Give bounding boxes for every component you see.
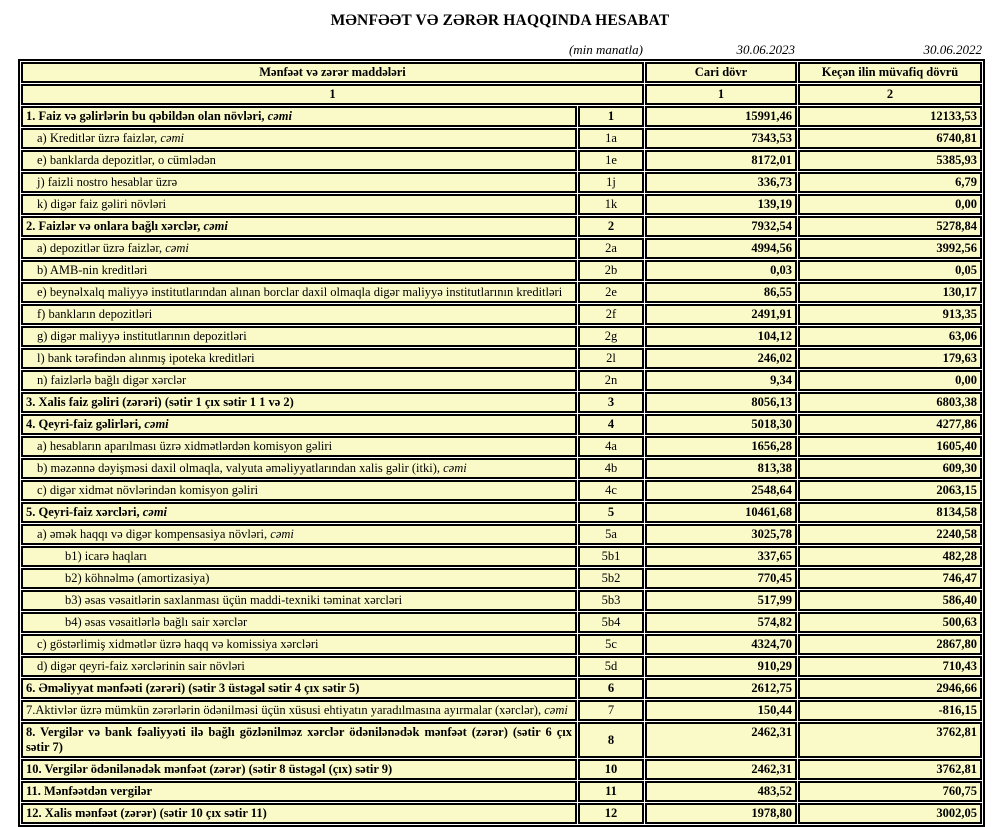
row-label <box>21 392 577 413</box>
row-label-text: 11. Mənfəətdən vergilər <box>26 784 152 798</box>
row-value-current: 15991,46 <box>645 106 797 127</box>
row-value-current: 8172,01 <box>645 150 797 171</box>
row-value-previous: 3762,81 <box>798 759 982 780</box>
table-row <box>21 480 982 501</box>
row-label <box>21 634 577 655</box>
row-label-suffix: cəmi <box>144 417 169 431</box>
table-row <box>21 128 982 149</box>
column-number-current: 1 <box>645 84 797 105</box>
row-code: 12 <box>578 803 644 824</box>
row-value-current: 150,44 <box>645 700 797 721</box>
row-label-suffix: cəmi <box>443 461 467 475</box>
row-label <box>21 370 577 391</box>
table-header-row <box>21 62 982 83</box>
table-row <box>21 524 982 545</box>
row-value-previous: 2867,80 <box>798 634 982 655</box>
table-row <box>21 414 982 435</box>
row-value-current: 517,99 <box>645 590 797 611</box>
row-value-current: 337,65 <box>645 546 797 567</box>
row-label <box>21 781 577 802</box>
table-row <box>21 700 982 721</box>
row-label-text: b) məzənnə dəyişməsi daxil olmaqla, valyuta əməliyyatlarından xalis gəlir (itki), <box>37 461 444 475</box>
table-row <box>21 370 982 391</box>
row-label <box>21 348 577 369</box>
table-row <box>21 546 982 567</box>
row-value-previous: 5278,84 <box>798 216 982 237</box>
row-value-current: 2462,31 <box>645 722 797 758</box>
row-label-text: 4. Qeyri-faiz gəlirləri, <box>26 417 145 431</box>
table-row <box>21 392 982 413</box>
row-label-text: 10. Vergilər ödənilənədək mənfəət (zərər) (sətir 8 üstəgəl (çıx) sətir 9) <box>26 762 393 776</box>
row-label-suffix: cəmi <box>165 241 189 255</box>
table-row <box>21 216 982 237</box>
row-value-current: 246,02 <box>645 348 797 369</box>
row-label-text: f) bankların depozitləri <box>37 307 153 321</box>
row-value-current: 8056,13 <box>645 392 797 413</box>
row-label-text: b3) əsas vəsaitlərin saxlanması üçün maddi-texniki təminat xərcləri <box>65 593 403 607</box>
row-label-suffix: cəmi <box>160 131 184 145</box>
row-label-text: a) depozitlər üzrə faizlər, <box>37 241 166 255</box>
row-value-previous: 500,63 <box>798 612 982 633</box>
row-label <box>21 260 577 281</box>
row-value-previous: 2240,58 <box>798 524 982 545</box>
table-row <box>21 759 982 780</box>
row-value-current: 813,38 <box>645 458 797 479</box>
row-value-current: 0,03 <box>645 260 797 281</box>
row-code: 10 <box>578 759 644 780</box>
row-value-previous: 482,28 <box>798 546 982 567</box>
row-code: 5b3 <box>578 590 644 611</box>
table-row <box>21 238 982 259</box>
row-value-previous: 609,30 <box>798 458 982 479</box>
row-value-current: 4324,70 <box>645 634 797 655</box>
row-label <box>21 612 577 633</box>
table-row <box>21 106 982 127</box>
table-row <box>21 781 982 802</box>
row-label-text: a) Kreditlər üzrə faizlər, <box>37 131 161 145</box>
row-label-text: a) hesabların aparılması üzrə xidmətlərdən komisyon gəliri <box>37 439 333 453</box>
row-code: 5b1 <box>578 546 644 567</box>
report-meta-line <box>18 40 982 59</box>
row-label-suffix: cəmi <box>142 505 168 519</box>
table-row <box>21 304 982 325</box>
row-code: 5b4 <box>578 612 644 633</box>
row-value-current: 483,52 <box>645 781 797 802</box>
row-label-text: b1) icarə haqları <box>65 549 147 563</box>
row-label <box>21 106 577 127</box>
row-label-text: g) digər maliyyə institutlarının depozitləri <box>37 329 247 343</box>
table-row <box>21 502 982 523</box>
row-value-previous: 8134,58 <box>798 502 982 523</box>
row-code: 3 <box>578 392 644 413</box>
row-label-text: k) digər faiz gəliri növləri <box>37 197 167 211</box>
row-value-previous: 0,00 <box>798 194 982 215</box>
row-label <box>21 590 577 611</box>
row-label-text: 5. Qeyri-faiz xərcləri, <box>26 505 143 519</box>
row-label <box>21 678 577 699</box>
row-label-text: 7.Aktivlər üzrə mümkün zərərlərin ödənilməsi üçün xüsusi ehtiyatın yaradılmasına ayırmalar (xərclər), <box>26 703 545 717</box>
row-value-previous: 130,17 <box>798 282 982 303</box>
table-column-number-row <box>21 84 982 105</box>
row-label <box>21 480 577 501</box>
column-number-items: 1 <box>21 84 644 105</box>
row-value-previous: 710,43 <box>798 656 982 677</box>
row-value-current: 86,55 <box>645 282 797 303</box>
pl-table-body <box>21 106 982 824</box>
row-value-previous: 3762,81 <box>798 722 982 758</box>
row-value-previous: -816,15 <box>798 700 982 721</box>
row-label <box>21 568 577 589</box>
header-previous-period: Keçən ilin müvafiq dövrü <box>798 62 982 83</box>
row-code: 1j <box>578 172 644 193</box>
table-row <box>21 568 982 589</box>
row-code: 2l <box>578 348 644 369</box>
row-code: 2e <box>578 282 644 303</box>
row-value-previous: 6803,38 <box>798 392 982 413</box>
row-label <box>21 436 577 457</box>
table-row <box>21 634 982 655</box>
row-label-text: d) digər qeyri-faiz xərclərinin sair növləri <box>37 659 245 673</box>
row-value-previous: 1605,40 <box>798 436 982 457</box>
header-current-period: Cari dövr <box>645 62 797 83</box>
row-value-previous: 3992,56 <box>798 238 982 259</box>
date-previous: 30.06.2022 <box>923 42 982 57</box>
row-value-previous: 6,79 <box>798 172 982 193</box>
row-value-current: 2491,91 <box>645 304 797 325</box>
row-label <box>21 414 577 435</box>
row-label-suffix: cəmi <box>203 219 228 233</box>
row-value-current: 104,12 <box>645 326 797 347</box>
row-label <box>21 128 577 149</box>
row-label-text: e) beynəlxalq maliyyə institutlarından alınan borclar daxil olmaqla digər maliyyə institutlarının kreditləri <box>37 285 563 299</box>
row-label-suffix: cəmi <box>544 703 568 717</box>
table-row <box>21 722 982 758</box>
row-label-text: c) digər xidmət növlərindən komisyon gəliri <box>37 483 259 497</box>
table-row <box>21 458 982 479</box>
table-row <box>21 678 982 699</box>
row-label-text: c) göstərlimiş xidmətlər üzrə haqq və komissiya xərcləri <box>37 637 319 651</box>
row-label-text: j) faizli nostro hesablar üzrə <box>37 175 178 189</box>
row-label <box>21 722 577 758</box>
column-number-previous: 2 <box>798 84 982 105</box>
row-code: 1k <box>578 194 644 215</box>
row-code: 2n <box>578 370 644 391</box>
row-value-current: 139,19 <box>645 194 797 215</box>
row-value-current: 1978,80 <box>645 803 797 824</box>
row-label-text: 1. Faiz və gəlirlərin bu qəbildən olan növləri, <box>26 109 268 123</box>
row-value-previous: 746,47 <box>798 568 982 589</box>
row-value-current: 574,82 <box>645 612 797 633</box>
row-label <box>21 546 577 567</box>
table-row <box>21 150 982 171</box>
row-code: 1a <box>578 128 644 149</box>
row-value-previous: 913,35 <box>798 304 982 325</box>
table-row <box>21 590 982 611</box>
row-code: 5 <box>578 502 644 523</box>
row-label <box>21 524 577 545</box>
row-value-previous: 5385,93 <box>798 150 982 171</box>
row-label <box>21 150 577 171</box>
table-row <box>21 612 982 633</box>
row-label-text: 2. Faizlər və onlara bağlı xərclər, <box>26 219 204 233</box>
row-label <box>21 700 577 721</box>
row-value-current: 7932,54 <box>645 216 797 237</box>
row-code: 8 <box>578 722 644 758</box>
row-code: 5d <box>578 656 644 677</box>
header-items-label: Mənfəət və zərər maddələri <box>21 62 644 83</box>
row-value-previous: 0,00 <box>798 370 982 391</box>
row-value-previous: 12133,53 <box>798 106 982 127</box>
date-current: 30.06.2023 <box>736 42 795 57</box>
row-code: 7 <box>578 700 644 721</box>
row-code: 2a <box>578 238 644 259</box>
profit-loss-table <box>18 59 985 827</box>
row-label <box>21 656 577 677</box>
row-value-current: 7343,53 <box>645 128 797 149</box>
row-value-previous: 4277,86 <box>798 414 982 435</box>
row-value-previous: 760,75 <box>798 781 982 802</box>
row-code: 1e <box>578 150 644 171</box>
row-label-text: 12. Xalis mənfəət (zərər) (sətir 10 çıx sətir 11) <box>26 806 267 820</box>
unit-label: (min manatla) <box>568 42 643 57</box>
row-label-text: 8. Vergilər və bank fəaliyyəti ilə bağlı gözlənilməz xərclər ödənilənədək mənfəət (zərər) (sətir 6 çıx sətir 7) <box>26 725 572 754</box>
row-label <box>21 803 577 824</box>
row-code: 4 <box>578 414 644 435</box>
report-document <box>18 10 982 827</box>
row-code: 1 <box>578 106 644 127</box>
row-value-current: 910,29 <box>645 656 797 677</box>
row-value-previous: 2946,66 <box>798 678 982 699</box>
table-row <box>21 348 982 369</box>
row-label-text: 3. Xalis faiz gəliri (zərəri) (sətir 1 çıx sətir 1 1 və 2) <box>26 395 294 409</box>
row-value-current: 336,73 <box>645 172 797 193</box>
row-value-current: 9,34 <box>645 370 797 391</box>
row-code: 5c <box>578 634 644 655</box>
row-label <box>21 458 577 479</box>
row-code: 2 <box>578 216 644 237</box>
row-label-text: a) əmək haqqı və digər kompensasiya növləri, <box>37 527 271 541</box>
table-row <box>21 656 982 677</box>
row-value-current: 2612,75 <box>645 678 797 699</box>
row-label <box>21 282 577 303</box>
row-label-text: b2) köhnəlmə (amortizasiya) <box>65 571 210 585</box>
row-value-current: 5018,30 <box>645 414 797 435</box>
row-value-previous: 6740,81 <box>798 128 982 149</box>
table-row <box>21 326 982 347</box>
row-value-previous: 3002,05 <box>798 803 982 824</box>
row-value-current: 3025,78 <box>645 524 797 545</box>
row-label-text: e) banklarda depozitlər, o cümlədən <box>37 153 216 167</box>
row-label <box>21 304 577 325</box>
row-value-previous: 586,40 <box>798 590 982 611</box>
row-code: 2b <box>578 260 644 281</box>
row-code: 5a <box>578 524 644 545</box>
table-row <box>21 436 982 457</box>
report-title: MƏNFƏƏT VƏ ZƏRƏR HAQQINDA HESABAT <box>330 12 670 29</box>
row-value-previous: 63,06 <box>798 326 982 347</box>
row-value-current: 10461,68 <box>645 502 797 523</box>
row-label <box>21 216 577 237</box>
row-label-suffix: cəmi <box>270 527 294 541</box>
row-value-current: 770,45 <box>645 568 797 589</box>
row-code: 2f <box>578 304 644 325</box>
row-value-current: 2548,64 <box>645 480 797 501</box>
table-row <box>21 260 982 281</box>
table-row <box>21 803 982 824</box>
row-label <box>21 238 577 259</box>
row-label-suffix: cəmi <box>267 109 292 123</box>
row-label-text: l) bank tərəfindən alınmış ipoteka kreditləri <box>37 351 255 365</box>
row-label <box>21 172 577 193</box>
row-value-current: 2462,31 <box>645 759 797 780</box>
row-label-text: b) AMB-nin kreditləri <box>37 263 148 277</box>
row-code: 4c <box>578 480 644 501</box>
table-row <box>21 194 982 215</box>
row-label-text: 6. Əməliyyat mənfəəti (zərəri) (sətir 3 üstəgəl sətir 4 çıx sətir 5) <box>26 681 360 695</box>
row-label <box>21 759 577 780</box>
row-value-current: 1656,28 <box>645 436 797 457</box>
row-label-text: n) faizlərlə bağlı digər xərclər <box>37 373 187 387</box>
table-row <box>21 172 982 193</box>
row-label-text: b4) əsas vəsaitlərlə bağlı sair xərclər <box>65 615 248 629</box>
row-value-previous: 2063,15 <box>798 480 982 501</box>
row-code: 4b <box>578 458 644 479</box>
row-value-current: 4994,56 <box>645 238 797 259</box>
row-value-previous: 179,63 <box>798 348 982 369</box>
row-label <box>21 326 577 347</box>
row-label <box>21 194 577 215</box>
row-label <box>21 502 577 523</box>
row-code: 4a <box>578 436 644 457</box>
row-value-previous: 0,05 <box>798 260 982 281</box>
row-code: 6 <box>578 678 644 699</box>
row-code: 11 <box>578 781 644 802</box>
row-code: 2g <box>578 326 644 347</box>
row-code: 5b2 <box>578 568 644 589</box>
table-row <box>21 282 982 303</box>
